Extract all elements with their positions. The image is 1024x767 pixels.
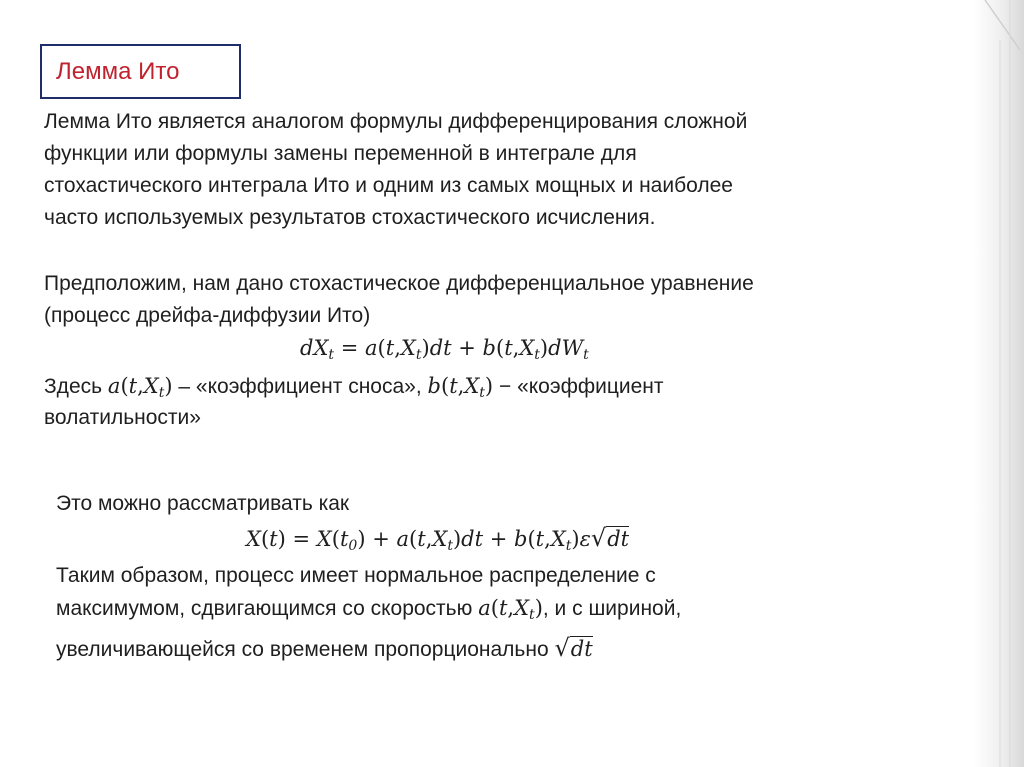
sqrt-dt: √dt [590,524,630,552]
intro-line: функции или формулы замены переменной в интеграле для [44,142,637,165]
view-line-3-suffix: , и с шириной, [542,597,682,620]
speed-symbol: $a(t,X_t)$ [478,596,543,623]
here-line [44,374,664,401]
view-line-4 [56,634,593,662]
sqrt-dt-2: √dt [554,634,593,662]
assume-line-1: Предположим, нам дано стохастическое дифференциальное уравнение [44,272,754,295]
view-line-4-text: увеличивающейся со временем пропорционально [56,638,549,661]
vol-label-2: волатильности» [44,406,201,429]
intro-paragraph [44,106,747,234]
slide-title: Лемма Ито [56,58,180,85]
view-equation: $X(t) = X(t_0) + a(t,X_t)dt + b(t,X_t)\varepsilon√dt$ [246,524,630,554]
assume-line-2: (процесс дрейфа-диффузии Ито) [44,304,371,327]
vol-label: − «коэффициент [498,375,664,398]
title-box [40,44,241,99]
here-prefix: Здесь [44,375,103,398]
drift-symbol: $a(t,X_t)$ [107,374,173,401]
intro-line: часто используемых результатов стохастического исчисления. [44,206,656,229]
view-line-2: Таким образом, процесс имеет нормальное распределение с [56,564,656,587]
view-line-1: Это можно рассматривать как [56,492,350,515]
intro-line: Лемма Ито является аналогом формулы дифференцирования сложной [44,110,748,133]
sde-equation: $dX_t = a(t,X_t)dt + b(t,X_t)dW_t$ [300,336,589,363]
intro-line: стохастического интеграла Ито и одним из самых мощных и наиболее [44,174,733,197]
vol-symbol: $b(t,X_t)$ [427,374,494,401]
view-line-3 [56,596,681,623]
view-line-3-prefix: максимумом, сдвигающимся со скоростью [56,597,473,620]
drift-label: – «коэффициент сноса», [178,375,422,398]
